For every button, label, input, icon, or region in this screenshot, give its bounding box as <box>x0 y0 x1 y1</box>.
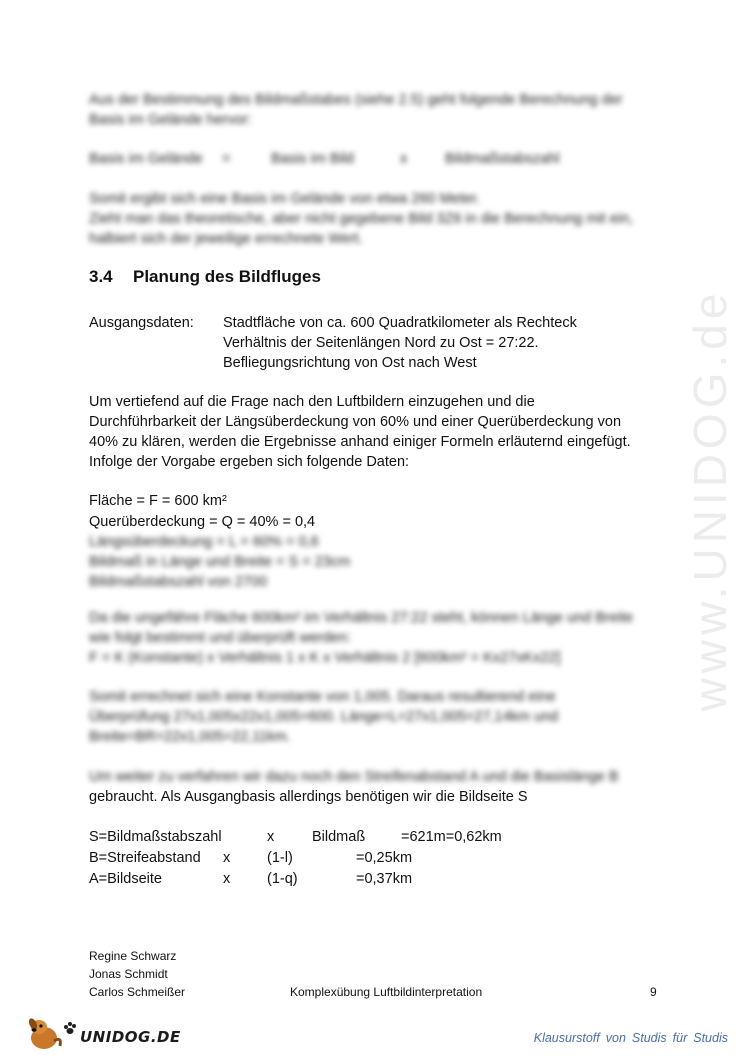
formula-lhs: B=Streifeabstand <box>89 850 201 866</box>
formula-operator: x <box>267 829 275 845</box>
footer-author: Carlos Schmeißer <box>89 985 186 999</box>
tagline-word: Studis <box>693 1031 728 1045</box>
formula-factor: Bildmaß <box>312 829 366 845</box>
text-line: wie folgt bestimmt und überprüft werden: <box>89 630 351 646</box>
ausgangsdaten-line: Stadtfläche von ca. 600 Quadratkilometer als Rechteck <box>223 315 577 331</box>
tagline-word: Klausurstoff <box>533 1031 600 1045</box>
text-line: Basis im Gelände hervor: <box>89 112 252 128</box>
ausgangsdaten-label: Ausgangsdaten: <box>89 315 194 331</box>
formula-term: Basis im Bild <box>271 151 354 167</box>
text-line: Um weiter zu verfahren wir dazu noch den Streifenabstand A und die Basislänge B <box>89 769 619 785</box>
footer-course: Komplexübung Luftbildinterpretation <box>290 985 483 999</box>
data-item: Bildmaß in Länge und Breite = S = 23cm <box>89 554 351 570</box>
text-line: gebraucht. Als Ausgangbasis allerdings benötigen wir die Bildseite S <box>89 789 528 805</box>
ausgangsdaten-line: Verhältnis der Seitenlängen Nord zu Ost = 27:22. <box>223 335 539 351</box>
data-item: Querüberdeckung = Q = 40% = 0,4 <box>89 514 316 530</box>
formula-lhs: A=Bildseite <box>89 871 162 887</box>
paragraph-line: Um vertiefend auf die Frage nach den Luftbildern einzugehen und die <box>89 394 535 410</box>
formula-lhs: S=Bildmaßstabszahl <box>89 829 222 845</box>
tagline-word: von <box>605 1031 626 1045</box>
formula-factor: (1-q) <box>267 871 298 887</box>
tagline-word: für <box>672 1031 688 1045</box>
section-heading <box>89 267 321 287</box>
formula-result: =621m=0,62km <box>401 829 502 845</box>
formula-operator: = <box>222 151 231 167</box>
formula-term: Bildmaßstabszahl <box>445 151 560 167</box>
text-line: Breite=BR=22x1,005=22,11km. <box>89 729 291 745</box>
formula-operator: x <box>400 151 408 167</box>
text-line: Somit errechnet sich eine Konstante von 1,005. Daraus resultierend eine <box>89 689 556 705</box>
text-line: F = K (Konstante) x Verhältnis 1 x K x Verhältnis 2 [600km² = Kx27xKx22] <box>89 650 561 666</box>
section-number: 3.4 <box>89 267 113 286</box>
text-line: Zieht man das theoretische, aber nicht gegebene Bild 3Z6 in die Berechnung mit ein, <box>89 211 634 227</box>
formula-operator: x <box>223 871 231 887</box>
footer-author: Regine Schwarz <box>89 949 177 963</box>
text-line: Aus der Bestimmung des Bildmaßstabes (siehe 2.5) geht folgende Berechnung der <box>89 92 623 108</box>
ausgangsdaten-line: Befliegungsrichtung von Ost nach West <box>223 355 477 371</box>
formula-factor: (1-l) <box>267 850 293 866</box>
formula-result: =0,37km <box>356 871 413 887</box>
formula-result: =0,25km <box>356 850 413 866</box>
data-item: Längsüberdeckung = L = 60% = 0,6 <box>89 534 319 550</box>
unidog-logo <box>24 1014 181 1050</box>
tagline-word: Studis <box>631 1031 667 1045</box>
tagline <box>534 1031 728 1045</box>
footer-author: Jonas Schmidt <box>89 967 168 981</box>
text-line: Somit ergibt sich eine Basis im Gelände von etwa 260 Meter. <box>89 191 480 207</box>
watermark: www.UNIDOG.de <box>684 288 736 712</box>
text-line: Überprüfung 27x1,005x22x1,005=600. Länge=L=27x1,005=27,14km und <box>89 709 559 725</box>
paragraph-line: 40% zu klären, werden die Ergebnisse anhand einiger Formeln erläuternd eingefügt. <box>89 434 631 450</box>
page-number: 9 <box>650 985 657 999</box>
text-line: halbiert sich der jeweilige errechnete Wert. <box>89 231 363 247</box>
logo-text: UNIDOG.DE <box>80 1028 181 1046</box>
paragraph-line: Durchführbarkeit der Längsüberdeckung von 60% und einer Querüberdeckung von <box>89 414 622 430</box>
text-line: Da die ungefähre Fläche 600km² im Verhältnis 27:22 steht, können Länge und Breite <box>89 610 634 626</box>
formula-term: Basis im Gelände <box>89 151 203 167</box>
data-item: Bildmaßstabszahl von 2700 <box>89 574 268 590</box>
dog-icon <box>24 1014 84 1054</box>
data-item: Fläche = F = 600 km² <box>89 493 227 509</box>
section-title: Planung des Bildfluges <box>133 267 321 286</box>
paragraph-line: Infolge der Vorgabe ergeben sich folgende Daten: <box>89 454 410 470</box>
formula-operator: x <box>223 850 231 866</box>
